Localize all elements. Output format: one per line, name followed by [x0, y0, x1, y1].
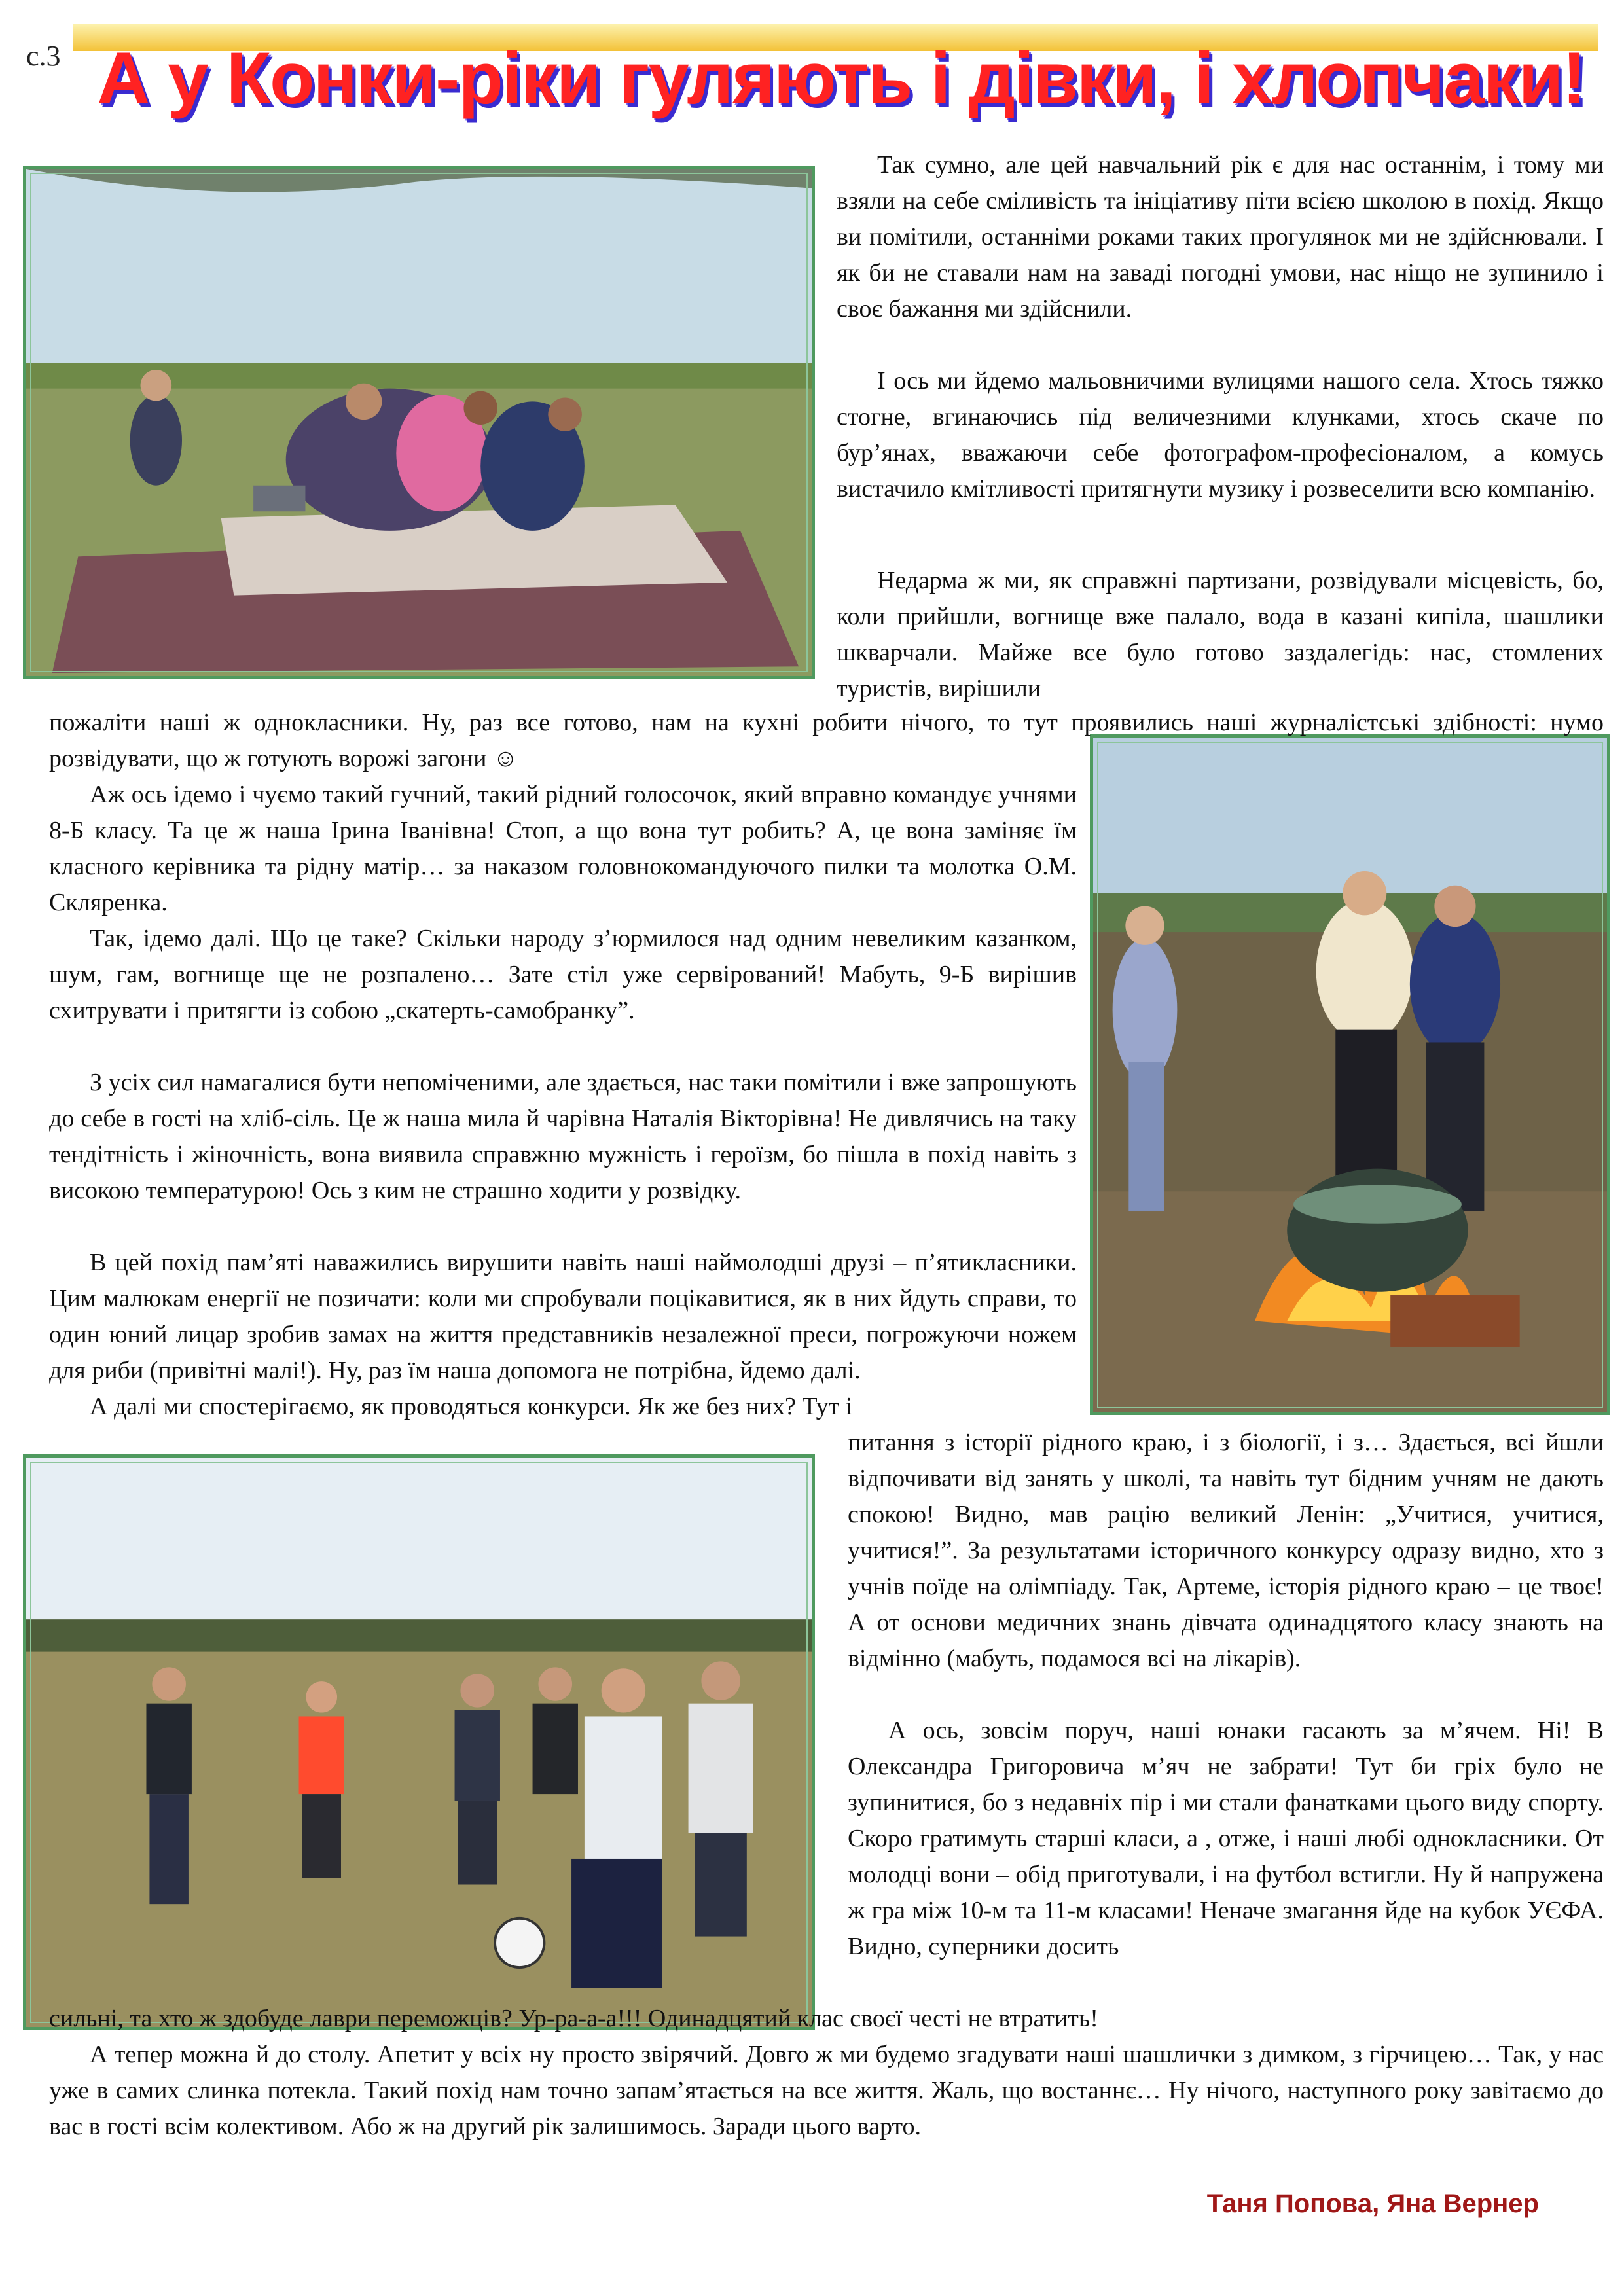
page-title: А у Конки-ріки гуляють і дівки, і хлопчаки! [97, 37, 1585, 119]
paragraph-3b: пожаліти наші ж однокласники. Ну, раз все готово, нам на кухні робити нічого, то тут проявились наші журналістські здібності: нумо розвідувати, що ж готують ворожі загони ☺ [49, 709, 1604, 772]
campfire-photo [1090, 734, 1610, 1415]
paragraph-4: Аж ось ідемо і чуємо такий гучний, такий рідний голосочок, який вправно командує учнями 8-Б класу. Та це ж наша Ірина Іванівна! Стоп, а що вона тут робить? А, це вона заміняє їм класного керівника та рідну матір… за наказом головнокомандуючого пилки та молотка О.М. Скляренка. [49, 781, 1077, 916]
author-signature: Таня Попова, Яна Вернер [1206, 2189, 1539, 2218]
paragraph-9a: А ось, зовсім поруч, наші юнаки гасають за м’ячем. Ні! В Олександра Григоровича м’яч не забрати! Тут би гріх було не зупинитися, бо з недавніх пір і ми стали фанатками цього виду спорту. Скоро гратимуть старші класи, а , отже, і наші любі однокласники. От молодці вони – обід приготували, і на футбол встигли. Ну й напружена ж гра між 10-м та 11-м класами! Неначе змагання йде на кубок УЄФА. Видно, суперники досить [848, 1717, 1604, 1960]
football-photo [23, 1454, 815, 2030]
paragraph-5: Так, ідемо далі. Що це таке? Скільки народу з’юрмилося над одним невеликим казанком, шум, гам, вогнище ще не розпалено… Зате стіл уже сервірований! Мабуть, 9-Б вирішив схитрувати і притягти із собою „скатерть-самобранку”. [49, 925, 1077, 1024]
paragraph-1: Так сумно, але цей навчальний рік є для нас останнім, і тому ми взяли на себе сміливість та ініціативу піти всією школою в похід. Якщо ви помітили, останніми роками таких прогулянок ми не здійснювали. І як би не ставали нам на заваді погодні умови, нас ніщо не зупинило і своє бажання ми здійснили. [837, 151, 1604, 323]
paragraph-2: І ось ми йдемо мальовничими вулицями нашого села. Хтось тяжко стогне, вгинаючись під величезними клунками, хтось скаче по бур’янах, вважаючи себе фотографом-професіоналом, а комусь вистачило кмітливості притягнути музику і розвеселити всю компанію. [837, 367, 1604, 503]
paragraph-9b: сильні, та хто ж здобуде лаври переможців? Ур-ра-а-а!!! Одинадцятий клас своєї честі не втратить! [49, 2005, 1098, 2032]
paragraph-10: А тепер можна й до столу. Апетит у всіх ну просто звірячий. Довго ж ми будемо згадувати наші шашлички з димком, з гірчицею… Так, у нас уже в самих слинка потекла. Такий похід нам точно запам’ятається на все життя. Жаль, що востаннє… Ну нічого, наступного року завітаємо до вас в гості всім колективом. Або ж на другий рік залишимось. Заради цього варто. [49, 2041, 1604, 2140]
paragraph-3a: Недарма ж ми, як справжні партизани, розвідували місцевість, бо, коли прийшли, вогнище вже палало, вода в казані кипіла, шашлики шкварчали. Майже все було готово заздалегідь: нас, стомлених туристів, вирішили [837, 567, 1604, 702]
page-number: с.3 [26, 40, 61, 72]
paragraph-7: В цей похід пам’яті наважились вирушити навіть наші наймолодші друзі – п’ятикласники. Цим малюкам енергії не позичати: коли ми спробували поцікавитися, як в них йдуть справи, то один юний лицар зробив замах на життя представників незалежної преси, погрожуючи ножем для риби (привітні малі!). Ну, раз їм наша допомога не потрібна, йдемо далі. [49, 1249, 1077, 1384]
picnic-photo [23, 166, 815, 679]
paragraph-6: З усіх сил намагалися бути непоміченими, але здається, нас таки помітили і вже запрошують до себе в гості на хліб-сіль. Це ж наша мила й чарівна Наталія Вікторівна! Не дивлячись на таку тендітність і жіночність, вона виявила справжню мужність і героїзм, бо пішла в похід навіть з високою температурою! Ось з ким не страшно ходити у розвідку. [49, 1069, 1077, 1204]
paragraph-8b: питання з історії рідного краю, і з біології, і з… Здається, всі йшли відпочивати від занять у школі, та навіть тут бідним учням не дають спокою! Видно, мав рацію великий Ленін: „Учитися, учитися, учитися!”. За результатами історичного конкурсу одразу видно, хто з учнів поїде на олімпіаду. Так, Артеме, історія рідного краю – це твоє! А от основи медичних знань дівчата одинадцятого класу знають на відмінно (мабуть, подамося всі на лікарів). [848, 1429, 1604, 1672]
paragraph-8a: А далі ми спостерігаємо, як проводяться конкурси. Як же без них? Тут і [90, 1393, 853, 1420]
